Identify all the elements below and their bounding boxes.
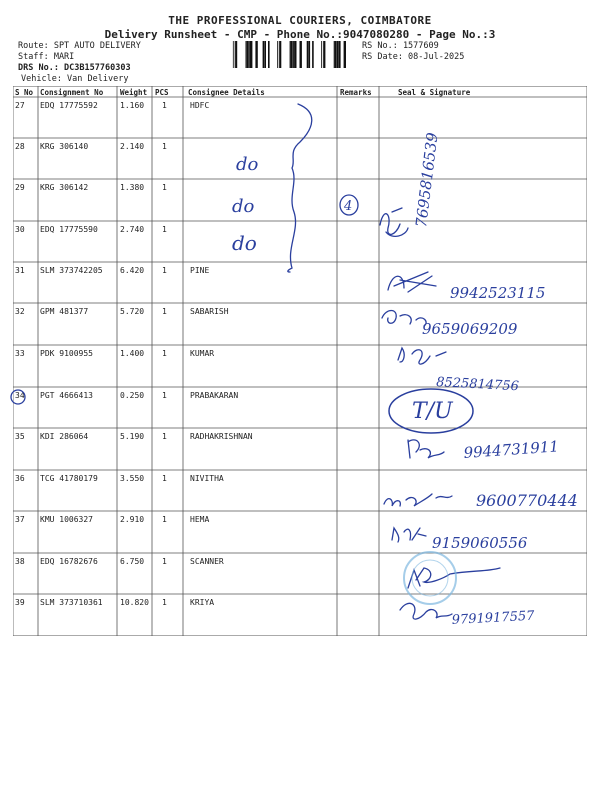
staff-label: Staff: MARI: [18, 52, 75, 62]
cell-pcs: 1: [162, 391, 167, 400]
phone-row-33: 8525814756: [435, 375, 520, 395]
cell-sno: 36: [15, 474, 25, 483]
cell-consignment-no: EDQ 16782676: [40, 557, 98, 566]
cell-consignee: PRABAKARAN: [190, 391, 239, 400]
cell-consignee: SCANNER: [190, 557, 224, 566]
ditto-row-30: do: [232, 231, 257, 255]
cell-weight: 6.750: [120, 557, 145, 566]
cell-consignment-no: EDQ 17775590: [40, 225, 98, 234]
cell-consignee: HEMA: [190, 515, 210, 524]
cell-pcs: 1: [162, 101, 167, 110]
cell-sno: 27: [15, 101, 25, 110]
drs-number: DRS No.: DC3B157760303: [18, 63, 131, 73]
vertical-phone: 7695816539: [412, 131, 442, 229]
company-title: THE PROFESSIONAL COURIERS, COIMBATORE: [168, 14, 432, 27]
phone-row-37: 9159060556: [432, 534, 528, 552]
col-header-remarks: Remarks: [340, 88, 372, 97]
cell-pcs: 1: [162, 349, 167, 358]
cell-sno: 33: [15, 349, 25, 358]
cell-pcs: 1: [162, 307, 167, 316]
cell-weight: 5.190: [120, 432, 145, 441]
col-header-seal-signature: Seal & Signature: [398, 88, 471, 97]
phone-row-35: 9944731911: [463, 437, 560, 462]
cell-consignment-no: KRG 306140: [40, 142, 89, 151]
cell-pcs: 1: [162, 598, 167, 607]
remarks-count: 4: [344, 199, 353, 214]
col-header-weight: Weight: [120, 88, 148, 97]
cell-consignment-no: KDI 286064: [40, 432, 89, 441]
cell-consignment-no: EDQ 17775592: [40, 101, 98, 110]
cell-sno: 39: [15, 598, 25, 607]
ditto-row-29: do: [232, 196, 255, 217]
cell-consignee: NIVITHA: [190, 474, 224, 483]
cell-consignee: KUMAR: [190, 349, 215, 358]
cell-weight: 6.420: [120, 266, 145, 275]
cell-sno: 38: [15, 557, 25, 566]
cell-sno: 37: [15, 515, 25, 524]
cell-consignment-no: GPM 481377: [40, 307, 89, 316]
cell-sno: 34: [15, 391, 25, 400]
col-header-consignee: Consignee Details: [188, 88, 265, 97]
vehicle-label: Vehicle: Van Delivery: [21, 74, 129, 84]
col-header-consignment: Consignment No: [40, 88, 104, 97]
cell-consignment-no: SLM 373742205: [40, 266, 103, 275]
cell-pcs: 1: [162, 183, 167, 192]
cell-pcs: 1: [162, 266, 167, 275]
cell-pcs: 1: [162, 515, 167, 524]
cell-weight: 3.550: [120, 474, 145, 483]
cell-consignee: RADHAKRISHNAN: [190, 432, 253, 441]
cell-weight: 1.160: [120, 101, 145, 110]
cell-consignment-no: SLM 373710361: [40, 598, 103, 607]
phone-row-32: 9659069209: [422, 320, 518, 338]
cell-weight: 2.910: [120, 515, 145, 524]
cell-weight: 1.400: [120, 349, 145, 358]
cell-weight: 1.380: [120, 183, 145, 192]
cell-consignment-no: KRG 306142: [40, 183, 89, 192]
barcode: [230, 41, 348, 68]
cell-consignment-no: TCG 41780179: [40, 474, 98, 483]
cell-pcs: 1: [162, 557, 167, 566]
cell-consignee: HDFC: [190, 101, 210, 110]
cell-sno: 35: [15, 432, 25, 441]
cell-sno: 32: [15, 307, 25, 316]
tlu-mark: T/U: [412, 399, 453, 424]
cell-weight: 10.820: [120, 598, 149, 607]
cell-pcs: 1: [162, 432, 167, 441]
cell-consignee: PINE: [190, 266, 210, 275]
cell-consignment-no: KMU 1006327: [40, 515, 93, 524]
cell-consignment-no: PGT 4666413: [40, 391, 93, 400]
cell-consignee: SABARISH: [190, 307, 229, 316]
phone-row-36: 9600770444: [476, 491, 578, 510]
cell-pcs: 1: [162, 225, 167, 234]
rs-date: RS Date: 08-Jul-2025: [362, 52, 465, 62]
cell-weight: 5.720: [120, 307, 145, 316]
cell-weight: 2.740: [120, 225, 145, 234]
cell-weight: 0.250: [120, 391, 145, 400]
cell-sno: 31: [15, 266, 25, 275]
runsheet-title: Delivery Runsheet - CMP - Phone No.:9047080280 - Page No.:3: [104, 28, 496, 41]
cell-weight: 2.140: [120, 142, 145, 151]
cell-pcs: 1: [162, 474, 167, 483]
cell-pcs: 1: [162, 142, 167, 151]
cell-sno: 30: [15, 225, 25, 234]
phone-row-31: 9942523115: [450, 284, 546, 302]
col-header-sno: S No: [15, 88, 34, 97]
route-label: Route: SPT AUTO DELIVERY: [18, 41, 141, 51]
rs-number: RS No.: 1577609: [362, 41, 439, 51]
cell-sno: 28: [15, 142, 25, 151]
runsheet-table: [13, 86, 587, 636]
cell-consignment-no: PDK 9100955: [40, 349, 93, 358]
cell-consignee: KRIYA: [190, 598, 215, 607]
phone-row-39: 9791917557: [451, 608, 535, 628]
col-header-pcs: PCS: [155, 88, 169, 97]
ditto-row-28: do: [236, 154, 259, 175]
cell-sno: 29: [15, 183, 25, 192]
